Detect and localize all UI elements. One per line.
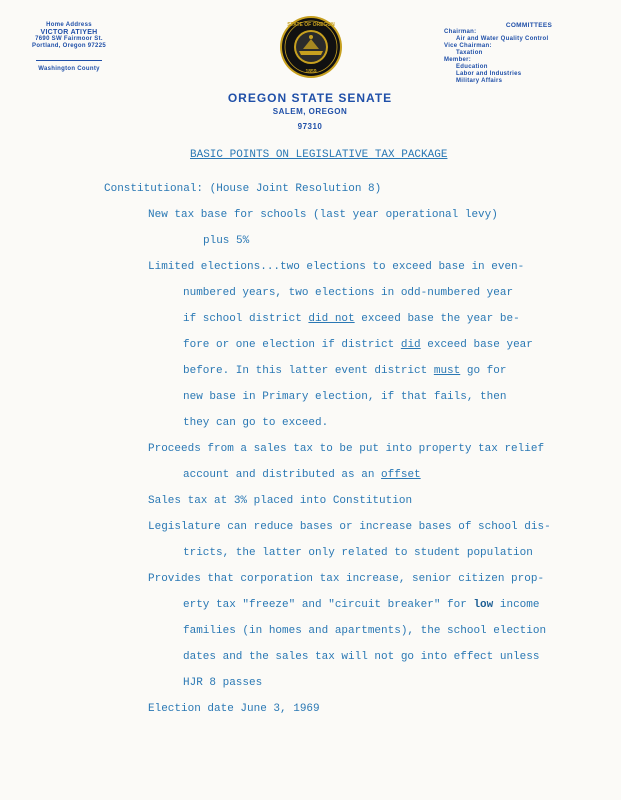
underlined-text: did bbox=[400, 339, 421, 351]
underlined-text: did not bbox=[308, 313, 355, 325]
text-run: exceed base year bbox=[420, 339, 533, 351]
county-label: Washington County bbox=[38, 66, 100, 72]
text-run: before. In this latter event district bbox=[183, 365, 434, 377]
senate-zip: 97310 bbox=[297, 122, 323, 131]
address-divider bbox=[36, 60, 102, 61]
member-label: Member: bbox=[444, 57, 472, 63]
member-committee: Education bbox=[456, 64, 488, 70]
committees-block bbox=[444, 22, 614, 85]
text-run: if school district bbox=[183, 313, 309, 325]
member-committee: Military Affairs bbox=[456, 78, 503, 84]
bold-text: low bbox=[473, 599, 494, 611]
senate-city: SALEM, OREGON bbox=[272, 107, 348, 116]
committees-heading: COMMITTEES bbox=[505, 22, 553, 29]
text-line: Proceeds from a sales tax to be put into property tax relief bbox=[148, 443, 545, 455]
text-line: Provides that corporation tax increase, senior citizen prop- bbox=[148, 573, 545, 585]
text-line: tricts, the latter only related to student population bbox=[183, 547, 533, 559]
member-committee: Labor and Industries bbox=[456, 71, 522, 77]
text-run: go for bbox=[460, 365, 507, 377]
text-line: New tax base for schools (last year operational levy) bbox=[148, 209, 498, 221]
text-line bbox=[183, 365, 506, 377]
senator-name: VICTOR ATIYEH bbox=[40, 29, 98, 36]
chairman-committee: Air and Water Quality Control bbox=[456, 36, 549, 42]
document-heading: BASIC POINTS ON LEGISLATIVE TAX PACKAGE bbox=[190, 149, 448, 161]
text-line bbox=[183, 469, 421, 481]
text-run: income bbox=[493, 599, 540, 611]
street-address: 7690 SW Fairmoor St. bbox=[35, 36, 103, 42]
text-run: exceed base the year be- bbox=[354, 313, 520, 325]
underlined-text: must bbox=[433, 365, 461, 377]
home-address-block bbox=[14, 22, 124, 50]
underlined-text: offset bbox=[381, 469, 421, 481]
text-run: account and distributed as an bbox=[183, 469, 382, 481]
text-line: Limited elections...two elections to exceed base in even- bbox=[148, 261, 525, 273]
home-address-label: Home Address bbox=[46, 22, 92, 28]
text-line: Constitutional: (House Joint Resolution 8) bbox=[104, 183, 382, 195]
text-line: families (in homes and apartments), the school election bbox=[183, 625, 547, 637]
chairman-label: Chairman: bbox=[444, 29, 477, 35]
text-run: erty tax "freeze" and "circuit breaker" for bbox=[183, 599, 474, 611]
text-line bbox=[183, 339, 533, 351]
text-line: plus 5% bbox=[203, 235, 250, 247]
text-line bbox=[183, 313, 520, 325]
text-line: numbered years, two elections in odd-numbered year bbox=[183, 287, 514, 299]
text-line: dates and the sales tax will not go into effect unless bbox=[183, 651, 540, 663]
text-line: Sales tax at 3% placed into Constitution bbox=[148, 495, 413, 507]
text-line: new base in Primary election, if that fails, then bbox=[183, 391, 507, 403]
seal-year-text: 1859 bbox=[305, 69, 317, 75]
vice-chairman-committee: Taxation bbox=[456, 50, 483, 56]
state-seal-icon bbox=[279, 15, 343, 79]
text-line bbox=[183, 599, 539, 611]
text-line: HJR 8 passes bbox=[183, 677, 263, 689]
city-address: Portland, Oregon 97225 bbox=[32, 43, 106, 49]
vice-chairman-label: Vice Chairman: bbox=[444, 43, 492, 49]
text-line: Election date June 3, 1969 bbox=[148, 703, 320, 715]
senate-title: OREGON STATE SENATE bbox=[227, 91, 393, 105]
text-line: Legislature can reduce bases or increase bases of school dis- bbox=[148, 521, 551, 533]
seal-top-text: STATE OF OREGON bbox=[287, 22, 335, 28]
text-line: they can go to exceed. bbox=[183, 417, 329, 429]
text-run: fore or one election if district bbox=[183, 339, 401, 351]
